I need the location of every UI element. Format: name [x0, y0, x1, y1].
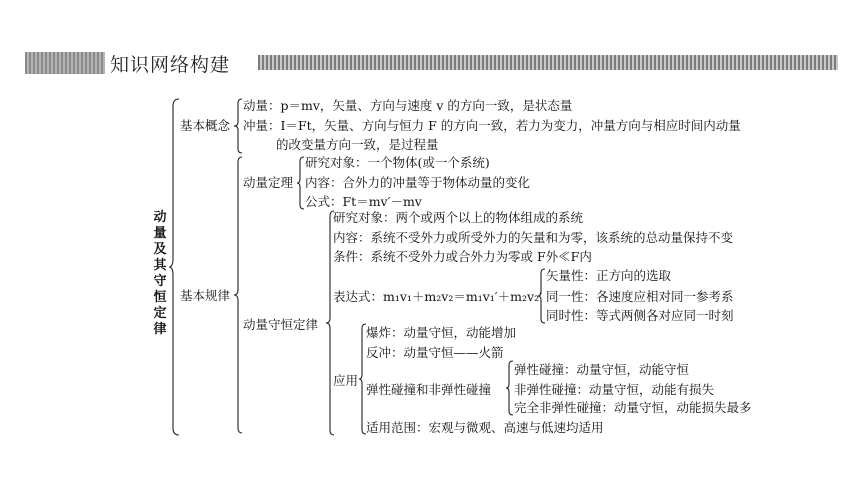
conservation-content: 内容：系统不受外力或所受外力的矢量和为零，该系统的总动量保持不变 — [333, 230, 734, 245]
collision-perfectly-inelastic: 完全非弹性碰撞：动量守恒，动能损失最多 — [514, 400, 752, 415]
conservation-expression: 表达式：m₁v₁＋m₂v₂＝m₁v₁′＋m₂v₂′ — [333, 289, 542, 304]
application-recoil: 反冲：动量守恒——火箭 — [366, 345, 504, 360]
collision-inelastic: 非弹性碰撞：动量守恒，动能有损失 — [514, 382, 715, 397]
label-momentum-theorem: 动量定理 — [243, 175, 294, 190]
expression-simultaneity: 同一性：各速度应相对同一参考系 — [546, 289, 734, 304]
header-bar-right — [258, 55, 838, 70]
application-scope: 适用范围：宏观与微观、高速与低速均适用 — [366, 420, 604, 435]
brace-theorem — [296, 156, 305, 210]
expression-same-time: 同时性：等式两侧各对应同一时刻 — [546, 308, 734, 323]
page-title: 知识网络构建 — [110, 54, 231, 76]
conservation-object: 研究对象：两个或两个以上的物体组成的系统 — [333, 210, 584, 225]
label-application: 应用 — [333, 373, 359, 388]
brace-collision — [505, 360, 514, 416]
label-collision: 弹性碰撞和非弹性碰撞 — [366, 382, 492, 397]
momentum-definition: 动量：p＝mv，矢量、方向与速度 v 的方向一致，是状态量 — [243, 98, 573, 113]
expression-vector: 矢量性：正方向的选取 — [546, 268, 672, 283]
theorem-formula: 公式：Ft＝mv′－mv — [305, 194, 422, 209]
application-explosion: 爆炸：动量守恒，动能增加 — [366, 325, 517, 340]
label-conservation-law: 动量守恒定律 — [243, 317, 319, 332]
collision-elastic: 弹性碰撞：动量守恒，动能守恒 — [514, 362, 690, 377]
brace-root — [168, 98, 180, 436]
label-basic-concepts: 基本概念 — [180, 118, 231, 133]
header-bar-left — [25, 52, 105, 74]
conservation-condition: 条件：系统不受外力或合外力为零或 F外≪F内 — [333, 249, 592, 264]
root-title: 动量及其守恒定律 — [153, 210, 167, 337]
label-basic-laws: 基本规律 — [180, 288, 231, 303]
impulse-definition-cont: 的改变量方向一致，是过程量 — [276, 137, 439, 152]
brace-concepts — [233, 98, 243, 154]
theorem-object: 研究对象：一个物体(或一个系统) — [305, 155, 490, 170]
brace-laws — [233, 156, 243, 434]
theorem-content: 内容：合外力的冲量等于物体动量的变化 — [305, 175, 531, 190]
impulse-definition: 冲量：I＝Ft，矢量、方向与恒力 F 的方向一致，若力为变力，冲量方向与相应时间内动量 — [243, 118, 741, 133]
